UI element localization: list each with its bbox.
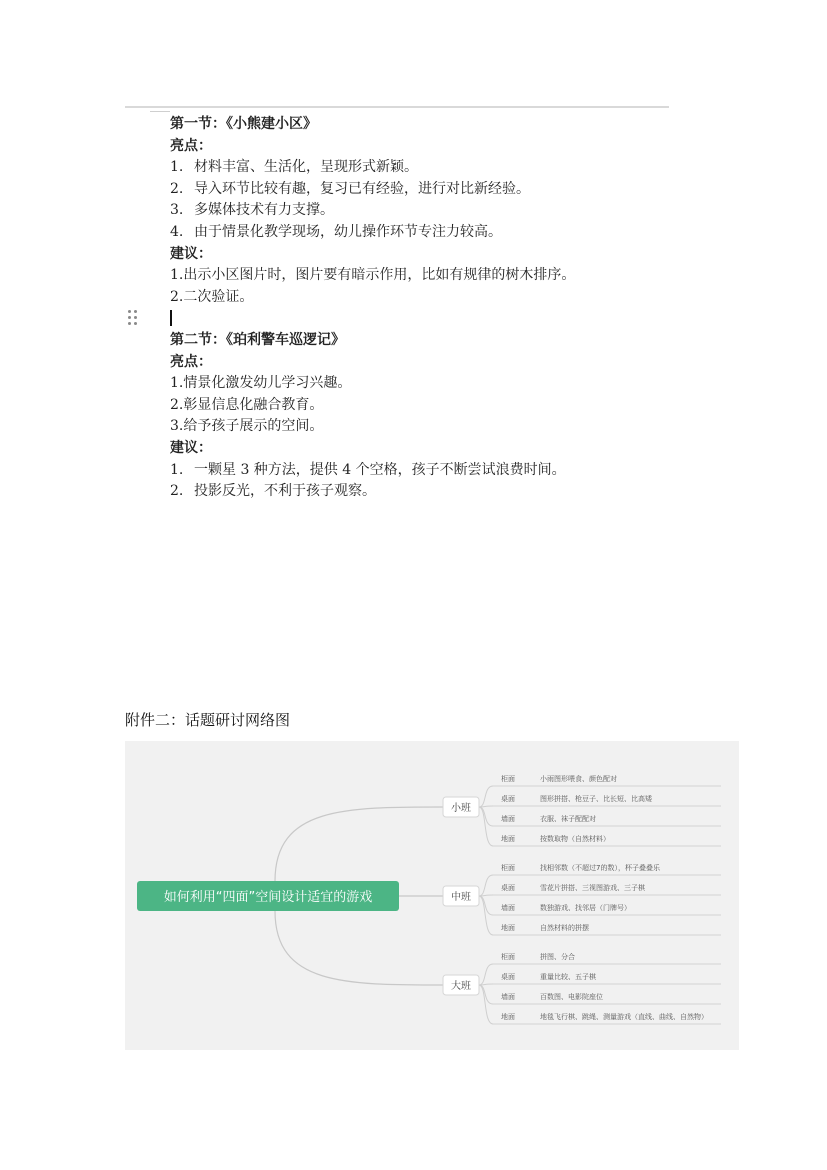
face-label: 桌面 <box>501 795 515 803</box>
section2-highlight-item: 3.给予孩子展示的空间。 <box>170 418 324 435</box>
activity-label: 雪花片拼搭、三视图游戏、三子棋 <box>540 884 645 892</box>
section2-title: 第二节：《珀利警车巡逻记》 <box>170 331 345 348</box>
face-label: 柜面 <box>501 953 515 961</box>
face-label: 墙面 <box>501 993 515 1001</box>
section2-highlight-item: 1.情景化激发幼儿学习兴趣。 <box>170 375 352 392</box>
ruler-tick <box>150 111 170 112</box>
root-label: 如何利用“四面”空间设计适宜的游戏 <box>163 890 373 905</box>
section1-suggestion-item: 1.出示小区图片时，图片要有暗示作用，比如有规律的树木排序。 <box>170 267 576 284</box>
activity-label: 数独游戏、找邻居（门牌号） <box>540 904 631 912</box>
section2-suggestions-label: 建议： <box>170 439 212 456</box>
mindmap-canvas <box>125 741 739 1050</box>
child-connector <box>479 807 493 826</box>
child-connector <box>479 807 493 846</box>
branch-label: 小班 <box>451 803 471 814</box>
child-connector <box>479 985 493 1024</box>
page-top-border <box>125 106 669 108</box>
child-connector <box>479 985 493 1004</box>
face-label: 墙面 <box>501 815 515 823</box>
branch-label: 大班 <box>451 981 471 992</box>
activity-label: 地毯飞行棋、跳绳、测量游戏（直线、曲线、自然物） <box>540 1013 708 1021</box>
face-label: 地面 <box>501 835 515 843</box>
child-connector <box>479 786 493 807</box>
activity-label: 自然材料的拼摆 <box>540 924 589 932</box>
section1-suggestions-label: 建议： <box>170 245 212 262</box>
section1-highlight-item: 3. 多媒体技术有力支撑。 <box>170 202 334 219</box>
face-label: 柜面 <box>501 775 515 783</box>
activity-label: 找相邻数（不超过7的数），杯子叠叠乐 <box>540 864 660 872</box>
section1-highlight-item: 2. 导入环节比较有趣，复习已有经验，进行对比新经验。 <box>170 180 530 197</box>
section2-suggestion-item: 1. 一颗星 3 种方法，提供 4 个空格，孩子不断尝试浪费时间。 <box>170 461 566 478</box>
branch-label: 中班 <box>451 892 471 903</box>
child-connector <box>479 896 493 935</box>
section1-highlight-item: 1. 材料丰富、生活化，呈现形式新颖。 <box>170 159 418 176</box>
face-label: 地面 <box>501 924 515 932</box>
activity-label: 按数取物（自然材料） <box>540 835 610 843</box>
face-label: 柜面 <box>501 864 515 872</box>
empty-paragraph[interactable] <box>170 308 690 330</box>
face-label: 地面 <box>501 1013 515 1021</box>
activity-label: 图形拼搭、枪豆子、比长短、比高矮 <box>540 795 652 803</box>
face-label: 桌面 <box>501 884 515 892</box>
section2-highlights-label: 亮点： <box>170 353 212 370</box>
document-body[interactable] <box>170 114 690 503</box>
mindmap-connector <box>275 911 443 985</box>
activity-label: 重量比较、五子棋 <box>540 973 596 981</box>
child-connector <box>479 875 493 896</box>
drag-handle-icon[interactable] <box>127 309 139 325</box>
section2-suggestion-item: 2. 投影反光，不利于孩子观察。 <box>170 483 376 500</box>
section1-highlights-label: 亮点： <box>170 137 212 154</box>
activity-label: 小雨图形喂食、颜色配对 <box>540 775 617 783</box>
activity-label: 衣服、袜子配配对 <box>540 815 596 823</box>
child-connector <box>479 964 493 985</box>
section1-title: 第一节：《小熊建小区》 <box>170 116 317 132</box>
mindmap-figure <box>125 741 739 1050</box>
section1-suggestion-item: 2.二次验证。 <box>170 288 254 305</box>
attachment-title: 附件二：话题研讨网络图 <box>125 711 291 729</box>
mindmap-connector <box>275 807 443 881</box>
face-label: 墙面 <box>501 904 515 912</box>
activity-label: 百数图、电影院座位 <box>540 993 603 1001</box>
face-label: 桌面 <box>501 973 515 981</box>
activity-label: 拼图、分合 <box>540 953 575 961</box>
section2-highlight-item: 2.彰显信息化融合教育。 <box>170 396 324 413</box>
child-connector <box>479 896 493 915</box>
section1-highlight-item: 4. 由于情景化教学现场，幼儿操作环节专注力较高。 <box>170 223 502 240</box>
